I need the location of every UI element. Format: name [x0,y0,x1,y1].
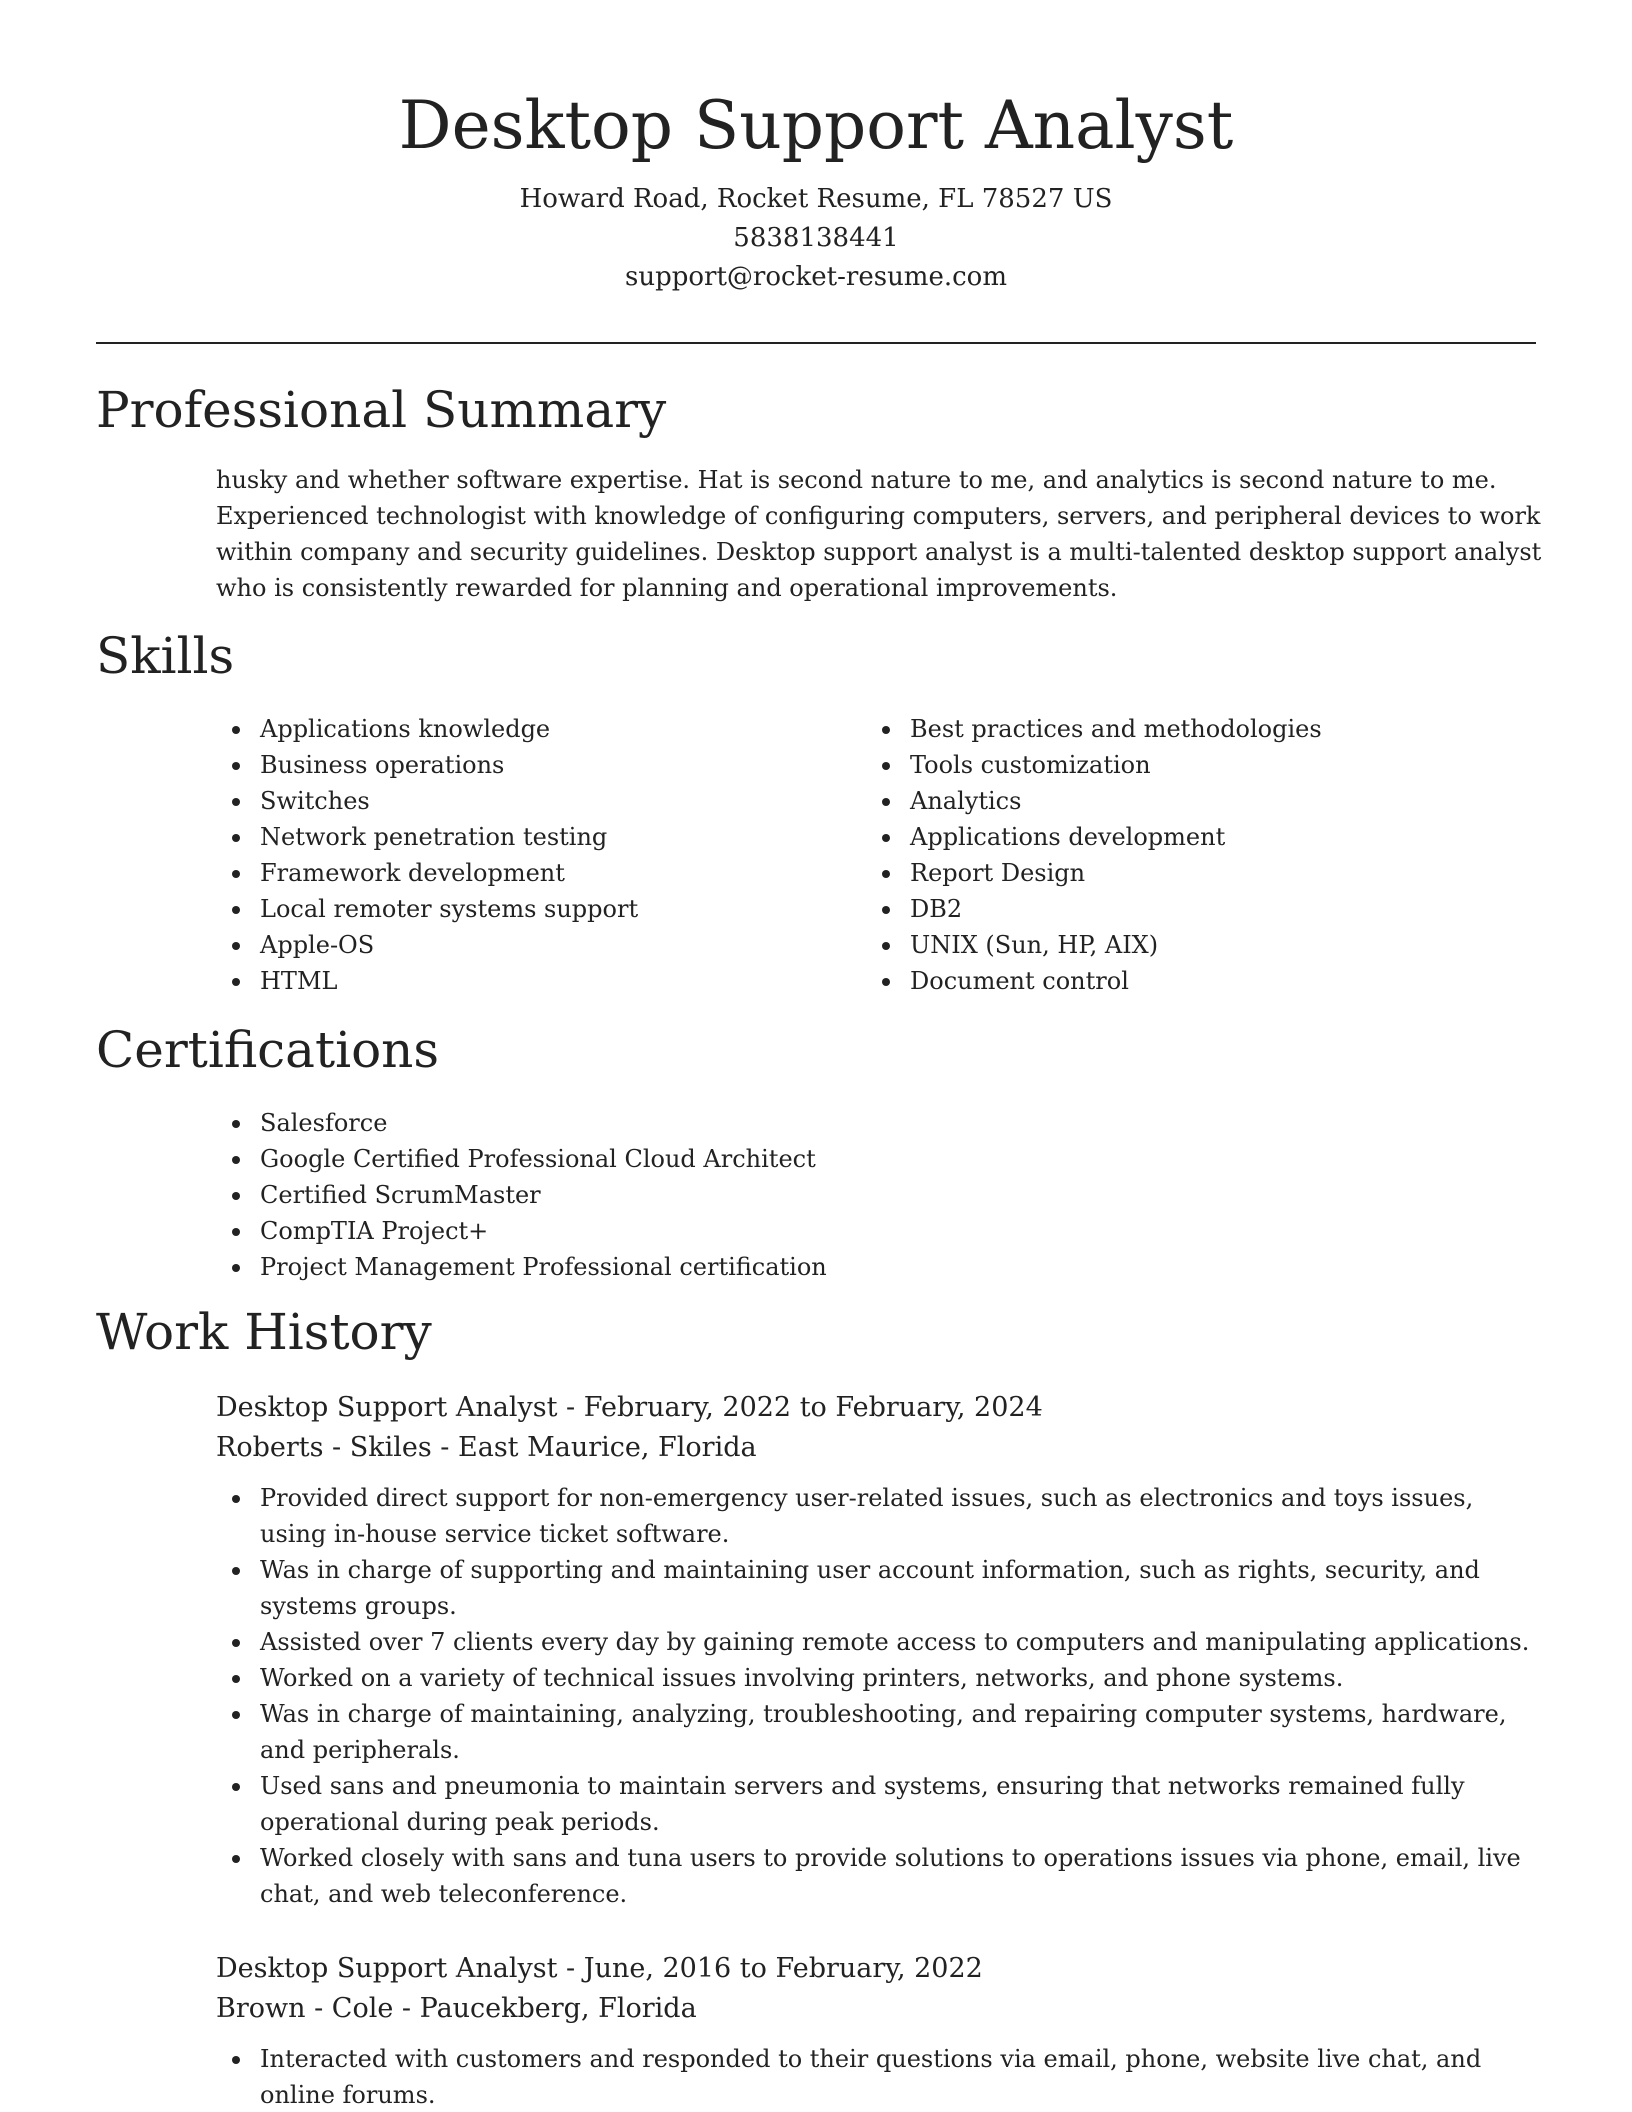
job-entry [216,1388,1546,1912]
header-divider [96,342,1536,344]
skills-heading: Skills [96,627,235,685]
job-dates: - February, 2022 to February, 2024 [557,1392,1043,1423]
certification-item: Google Certified Professional Cloud Architect [216,1141,1546,1177]
job-dates: - June, 2016 to February, 2022 [557,1953,983,1984]
skill-item: Network penetration testing [216,819,836,855]
skill-item: DB2 [866,891,1546,927]
skills-list-1 [216,711,836,999]
job-title-line [216,1949,1546,1989]
skills-list-2 [866,711,1546,999]
certification-item: Project Management Professional certification [216,1249,1546,1285]
contact-phone: 5838138441 [733,223,899,253]
skill-item: Document control [866,963,1546,999]
skill-item: Framework development [216,855,836,891]
job-bullet: Was in charge of supporting and maintaining user account information, such as rights, security, and systems groups. [216,1552,1546,1624]
job-company: Roberts - Skiles [216,1432,432,1463]
job-bullet: Assisted over 7 clients every day by gaining remote access to computers and manipulating applications. [216,1624,1546,1660]
contact-info [0,180,1632,297]
skill-item: Best practices and methodologies [866,711,1546,747]
candidate-name: Desktop Support Analyst [398,87,1234,164]
job-bullets [216,2041,1546,2112]
work-history-heading: Work History [96,1303,432,1361]
skill-item: UNIX (Sun, HP, AIX) [866,927,1546,963]
job-bullet: Worked on a variety of technical issues involving printers, networks, and phone systems. [216,1660,1546,1696]
contact-address: Howard Road, Rocket Resume, FL 78527 US [519,184,1113,214]
resume-header [0,0,1632,297]
skill-item: Applications knowledge [216,711,836,747]
certifications-heading: Certifications [96,1021,440,1079]
contact-email: support@rocket-resume.com [624,262,1007,292]
job-location: - East Maurice, Florida [431,1432,757,1463]
job-bullet: Used sans and pneumonia to maintain servers and systems, ensuring that networks remained fully operational during peak periods. [216,1768,1546,1840]
job-company-line [216,1428,1546,1468]
summary-heading: Professional Summary [96,381,667,439]
skill-item: Local remoter systems support [216,891,836,927]
job-location: - Paucekberg, Florida [393,1993,697,2024]
job-title-line [216,1388,1546,1428]
skills-column-2 [866,711,1546,999]
skill-item: Analytics [866,783,1546,819]
skill-item: Business operations [216,747,836,783]
skill-item: Switches [216,783,836,819]
job-bullets [216,1480,1546,1912]
skills-column-1 [216,711,836,999]
skill-item: Report Design [866,855,1546,891]
skill-item: Apple-OS [216,927,836,963]
certification-item: Salesforce [216,1105,1546,1141]
job-title: Desktop Support Analyst [216,1953,558,1984]
job-bullet: Interacted with customers and responded to their questions via email, phone, website live chat, and online forums. [216,2041,1546,2112]
job-title: Desktop Support Analyst [216,1392,558,1423]
certifications-section [216,1105,1546,1285]
certifications-list [216,1105,1546,1285]
certification-item: CompTIA Project+ [216,1213,1546,1249]
job-entry [216,1949,1546,2112]
job-company-line [216,1989,1546,2029]
job-bullet: Was in charge of maintaining, analyzing, troubleshooting, and repairing computer systems, hardware, and peripherals. [216,1696,1546,1768]
skill-item: Tools customization [866,747,1546,783]
job-bullet: Worked closely with sans and tuna users to provide solutions to operations issues via phone, email, live chat, and web teleconference. [216,1840,1546,1912]
summary-text: husky and whether software expertise. Hat is second nature to me, and analytics is second nature to me. Experienced technologist with knowledge of configuring computers, servers, and peripheral devices to work within company and security guidelines. Desktop support analyst is a multi-talented desktop support analyst who is consistently rewarded for planning and operational improvements. [216,466,1542,602]
job-bullet: Provided direct support for non-emergency user-related issues, such as electronics and toys issues, using in-house service ticket software. [216,1480,1546,1552]
job-company: Brown - Cole [216,1993,394,2024]
skill-item: HTML [216,963,836,999]
skill-item: Applications development [866,819,1546,855]
certification-item: Certified ScrumMaster [216,1177,1546,1213]
